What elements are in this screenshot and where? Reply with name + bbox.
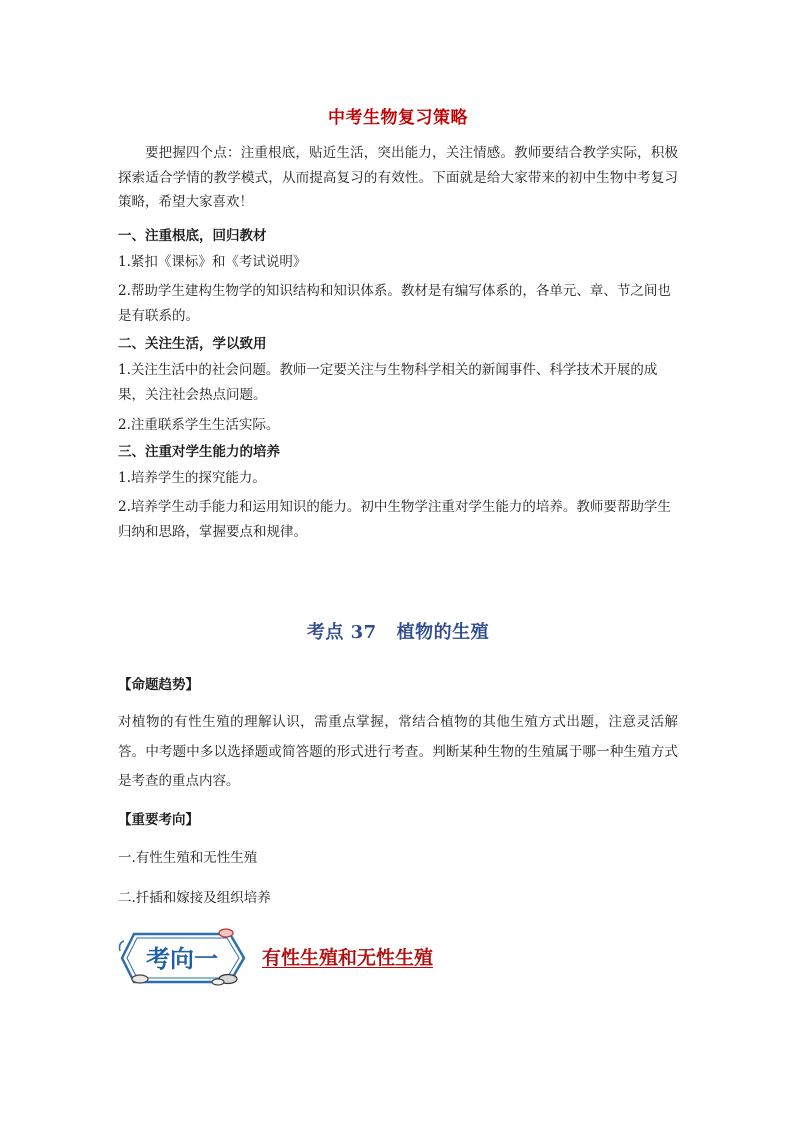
section-1-item-2: 2.帮助学生建构生物学的知识结构和知识体系。教材是有编写体系的，各单元、章、节之间也是有联系的。 <box>118 283 671 324</box>
kaodian-number: 考点 37 <box>306 622 377 643</box>
section-heading-1: 一、注重根底，回归教材 <box>118 228 267 244</box>
kaodian-title <box>118 618 678 644</box>
direction-item-1: 一.有性生殖和无性生殖 <box>118 850 258 866</box>
section-heading-3: 三、注重对学生能力的培养 <box>118 444 280 460</box>
direction-item-2: 二.扦插和嫁接及组织培养 <box>118 890 271 906</box>
badge-text: 考向一 <box>146 944 218 973</box>
section-1-item-1: 1.紧扣《课标》和《考试说明》 <box>118 254 307 270</box>
section-3-item-2: 2.培养学生动手能力和运用知识的能力。初中生物学注重对学生能力的培养。教师要帮助学生归纳和思路，掌握要点和规律。 <box>118 499 671 540</box>
badge-decoration-icon <box>118 925 250 989</box>
strategy-intro: 要把握四个点：注重根底，贴近生活，突出能力，关注情感。教师要结合教学实际，积极探索适合学情的教学模式，从而提高复习的有效性。下面就是给大家带来的初中生物中考复习策略，希望大家喜欢！ <box>118 145 678 210</box>
section-3-item-1: 1.培养学生的探究能力。 <box>118 470 266 486</box>
strategy-title: 中考生物复习策略 <box>328 108 468 128</box>
section-heading-2: 二、关注生活，学以致用 <box>118 336 267 352</box>
section-2-item-1: 1.关注生活中的社会问题。教师一定要关注与生物科学相关的新闻事件、科学技术开展的成果，关注社会热点问题。 <box>118 362 658 403</box>
kaodian-name: 植物的生殖 <box>396 622 490 643</box>
trend-text: 对植物的有性生殖的理解认识，需重点掌握，常结合植物的其他生殖方式出题，注意灵活解答。中考题中多以选择题或简答题的形式进行考查。判断某种生物的生殖属于哪一种生殖方式是考查的重点内容。 <box>118 714 678 789</box>
section-2-item-2: 2.注重联系学生生活实际。 <box>118 417 280 433</box>
trend-label: 【命题趋势】 <box>118 677 199 693</box>
topic-heading-link[interactable]: 有性生殖和无性生殖 <box>262 947 434 969</box>
directions-label: 【重要考向】 <box>118 812 199 828</box>
kaoxiang-badge <box>118 925 250 989</box>
